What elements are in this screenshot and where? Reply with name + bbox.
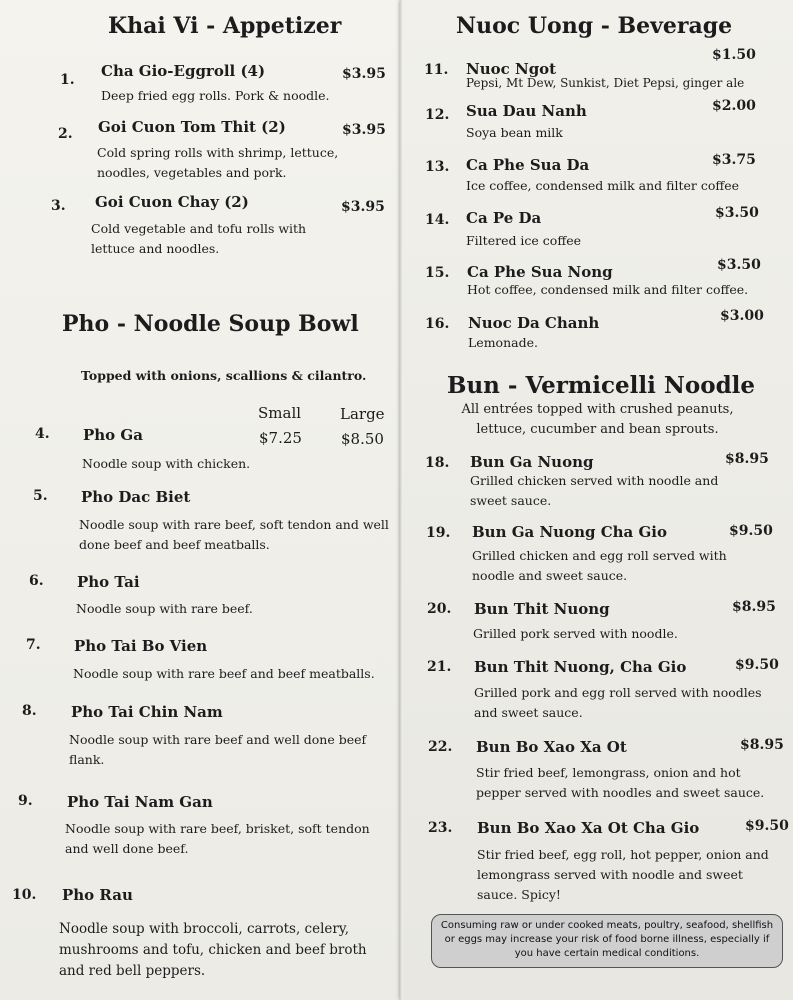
item-name: Goi Cuon Tom Thit (2) [98,118,286,136]
item-number: 20. [427,601,452,617]
item-description: Soya bean milk [466,125,563,140]
item-name: Bun Thit Nuong, Cha Gio [474,658,687,676]
item-number: 8. [22,703,37,719]
item-number: 19. [426,525,451,541]
appetizer-title: Khai Vi - Appetizer [108,13,342,39]
item-name: Pho Dac Biet [81,488,191,506]
item-price: $2.00 [712,98,756,114]
item-name: Pho Tai Bo Vien [74,637,208,655]
item-name: Bun Bo Xao Xa Ot [476,738,627,756]
small-label: Small [258,404,302,422]
item-description: Deep fried egg rolls. Pork & noodle. [101,88,330,103]
food-safety-notice: Consuming raw or under cooked meats, poultry, seafood, shellfish or eggs may increase your risk of food borne illness, especially if you have certain medical conditions. [431,914,783,968]
item-description: Ice coffee, condensed milk and filter coffee [466,178,740,193]
item-price: $8.95 [740,737,784,753]
item-number: 2. [58,126,73,142]
item-description: Stir fried beef, lemongrass, onion and hot pepper served with noodles and sweet sauce. [476,765,765,800]
item-name: Bun Ga Nuong [470,453,594,471]
item-number: 23. [428,820,453,836]
item-number: 14. [425,212,450,228]
item-name: Cha Gio-Eggroll (4) [101,62,266,80]
item-description: Noodle soup with rare beef, brisket, soft tendon and well done beef. [65,821,370,856]
item-price: $3.95 [341,199,385,215]
item-description: Noodle soup with rare beef, soft tendon and well done beef and beef meatballs. [79,517,389,552]
item-number: 7. [26,637,41,653]
item-number: 4. [35,426,50,442]
item-description: Noodle soup with chicken. [82,456,251,471]
item-name: Pho Tai Chin Nam [71,703,223,721]
item-price: $9.50 [729,523,773,539]
item-description: Stir fried beef, egg roll, hot pepper, onion and lemongrass served with noodle and sweet sauce. Spicy! [477,847,769,902]
item-description: Cold vegetable and tofu rolls with lettuce and noodles. [91,221,307,256]
item-number: 1. [60,72,75,88]
item-price: $8.95 [725,451,769,467]
item-description: Filtered ice coffee [466,233,582,248]
item-number: 6. [29,573,44,589]
item-price: $3.95 [342,122,386,138]
item-number: 12. [425,107,450,123]
item-number: 10. [12,887,37,903]
item-name: Pho Ga [83,426,143,444]
small-price: $7.25 [259,429,302,447]
item-price: $3.00 [720,308,764,324]
item-description: Noodle soup with rare beef and beef meatballs. [73,666,375,681]
item-description: Grilled chicken served with noodle and sweet sauce. [470,473,719,508]
item-number: 13. [425,159,450,175]
beverage-title: Nuoc Uong - Beverage [456,13,733,39]
page-fold [400,0,403,1000]
large-price: $8.50 [341,430,384,448]
item-name: Nuoc Ngot [466,60,557,78]
item-name: Ca Pe Da [466,209,542,227]
item-description: Hot coffee, condensed milk and filter coffee. [467,282,749,297]
item-name: Sua Dau Nanh [466,102,587,120]
item-number: 9. [18,793,33,809]
item-number: 15. [425,265,450,281]
item-number: 21. [427,659,452,675]
item-name: Pho Tai [77,573,140,591]
item-description: Pepsi, Mt Dew, Sunkist, Diet Pepsi, ginger ale [466,76,745,90]
pho-title: Pho - Noodle Soup Bowl [62,311,359,337]
item-description: Noodle soup with broccoli, carrots, celery, mushrooms and tofu, chicken and beef broth and red bell peppers. [59,921,367,979]
item-price: $3.75 [712,152,756,168]
item-name: Ca Phe Sua Nong [467,263,613,281]
item-description: Grilled chicken and egg roll served with noodle and sweet sauce. [472,548,727,583]
item-price: $3.50 [715,205,759,221]
item-name: Bun Thit Nuong [474,600,610,618]
item-name: Goi Cuon Chay (2) [95,193,249,211]
item-number: 22. [428,739,453,755]
item-price: $8.95 [732,599,776,615]
item-name: Nuoc Da Chanh [468,314,600,332]
item-number: 3. [51,198,66,214]
bun-subtitle: All entrées topped with crushed peanuts, lettuce, cucumber and bean sprouts. [461,402,734,437]
pho-subtitle: Topped with onions, scallions & cilantro. [81,368,367,383]
item-description: Lemonade. [468,335,538,350]
item-number: 5. [33,488,48,504]
item-price: $3.50 [717,257,761,273]
item-name: Ca Phe Sua Da [466,156,590,174]
item-price: $9.50 [735,657,779,673]
item-price: $1.50 [712,47,756,63]
item-name: Pho Rau [62,886,133,904]
item-description: Noodle soup with rare beef. [76,601,253,616]
item-name: Bun Ga Nuong Cha Gio [472,523,667,541]
item-name: Pho Tai Nam Gan [67,793,213,811]
item-name: Bun Bo Xao Xa Ot Cha Gio [477,819,700,837]
item-description: Noodle soup with rare beef and well done beef flank. [69,732,367,767]
item-number: 16. [425,316,450,332]
item-description: Grilled pork and egg roll served with noodles and sweet sauce. [474,685,762,720]
item-number: 11. [424,62,449,78]
item-number: 18. [425,455,450,471]
large-label: Large [340,405,385,423]
item-description: Cold spring rolls with shrimp, lettuce, noodles, vegetables and pork. [97,145,339,180]
item-price: $9.50 [745,818,789,834]
item-description: Grilled pork served with noodle. [473,626,678,641]
item-price: $3.95 [342,66,386,82]
bun-title: Bun - Vermicelli Noodle [447,372,756,399]
